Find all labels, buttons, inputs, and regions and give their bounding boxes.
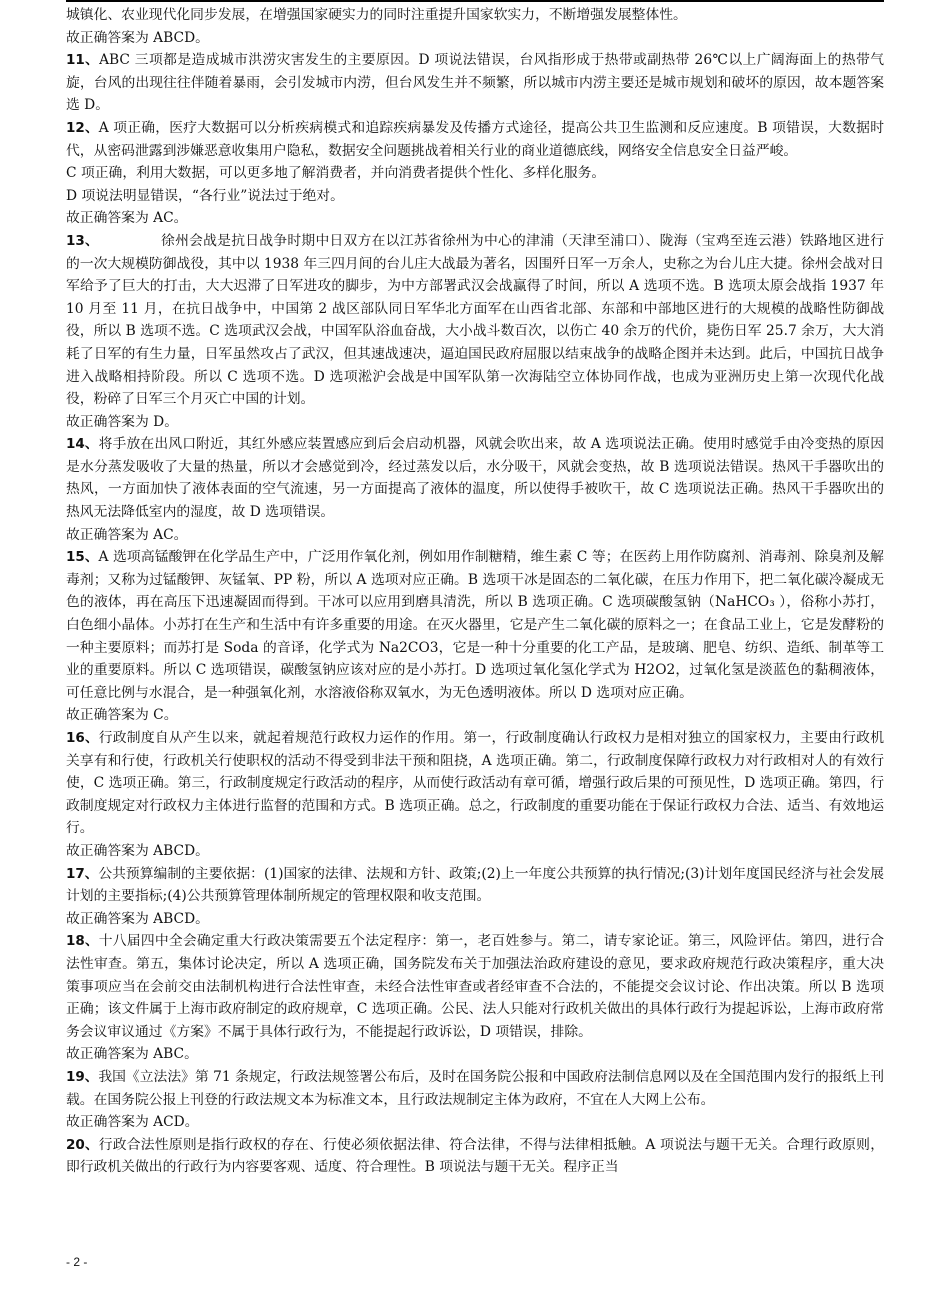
question-number: 11、 — [66, 52, 100, 69]
answer-line: 故正确答案为 AC。 — [66, 526, 188, 543]
explanation-text: 十八届四中全会确定重大行政决策需要五个法定程序：第一，老百姓参与。第二，请专家论证。第三，风险评估。第四，进行合法性审查。第五，集体讨论决定，所以 A 选项正确，国务院发布关于加强法治政府建设的意见，要求政府规范行政决策程序，重大决策事项应当在会前交由法制机构进行合法性审查，未经合法性审查或者经审查不合法的，不能提交会议讨论、作出决策。所以 B 选项正确；该文件属于上海市政府制定的政府规章，C 选项正确。公民、法人只能对行政机关做出的具体行政行为提起诉讼，上海市政府常务会议审议通过《方案》不属于具体行政行为，不能提起行政诉讼，D 项错误，排除。 — [66, 933, 884, 1040]
answer-line: 故正确答案为 AC。 — [66, 210, 188, 227]
document-body — [66, 0, 884, 1179]
question-number: 19、 — [66, 1068, 99, 1085]
body-paragraph: D 项说法明显错误，“各行业”说法过于绝对。 — [66, 187, 344, 204]
explanation-text: 我国《立法法》第 71 条规定，行政法规签署公布后，及时在国务院公报和中国政府法制信息网以及在全国范围内发行的报纸上刊载。在国务院公报上刊登的行政法规文本为标准文本，且行政法规制定主体为政府，不宜在人大网上公布。 — [66, 1068, 884, 1108]
question-explanation — [66, 863, 884, 908]
explanation-text: 公共预算编制的主要依据：(1)国家的法律、法规和方针、政策;(2)上一年度公共预算的执行情况;(3)计划年度国民经济与社会发展计划的主要指标;(4)公共预算管理体制所规定的管理权限和收支范围。 — [66, 865, 884, 905]
page-number: - 2 - — [66, 1255, 88, 1269]
answer-line: 故正确答案为 ABCD。 — [66, 842, 209, 859]
explanation-text: ABC 三项都是造成城市洪涝灾害发生的主要原因。D 项说法错误，台风指形成于热带或副热带 26℃以上广阔海面上的热带气旋，台风的出现往往伴随着暴雨，会引发城市内涝，但台风发生并不频繁，所以城市内涝主要还是城市规划和破坏的原因，故本题答案选 D。 — [66, 52, 884, 114]
answer-line: 故正确答案为 ABCD。 — [66, 29, 209, 46]
explanation-text: 徐州会战是抗日战争时期中日双方在以江苏省徐州为中心的津浦（天津至浦口）、陇海（宝鸡至连云港）铁路地区进行的一次大规模防御战役，其中以 1938 年三四月间的台儿庄大战最为著名，因围歼日军一万余人，史称之为台儿庄大捷。徐州会战对日军给予了巨大的打击，大大迟滞了日军进攻的脚步，为中方部署武汉会战赢得了时间，所以 A 选项不选。B 选项太原会战指 1937 年 10 月至 11 月，在抗日战争中，中国第 2 战区部队同日军华北方面军在山西省北部、东部和中部地区进行的大规模的战略性防御战役，所以 B 选项不选。C 选项武汉会战，中国军队浴血奋战，大小战斗数百次，以伤亡 40 余万的代价，毙伤日军 25.7 余万，大大消耗了日军的有生力量，日军虽然攻占了武汉，但其速战速决，逼迫国民政府屈服以结束战争的战略企图并未达到。此后，中国抗日战争进入战略相持阶段。所以 C 选项不选。D 选项淞沪会战是中国军队第一次海陆空立体协同作战，也成为亚洲历史上第一次现代化战役，粉碎了日军三个月灭亡中国的计划。 — [66, 232, 884, 408]
explanation-text: 将手放在出风口附近，其红外感应装置感应到后会启动机器，风就会吹出来，故 A 选项说法正确。使用时感觉手由冷变热的原因是水分蒸发吸收了大量的热量，所以才会感觉到冷，经过蒸发以后，水分吸干，风就会变热，故 B 选项说法错误。热风干手器吹出的热风，一方面加快了液体表面的空气流速，另一方面提高了液体的温度，所以使得手被吹干，故 C 选项说法正确。热风干手器吹出的热风无法降低室内的湿度，故 D 选项错误。 — [66, 436, 884, 521]
question-number: 16、 — [66, 730, 99, 746]
body-paragraph: C 项正确，利用大数据，可以更多地了解消费者，并向消费者提供个性化、多样化服务。 — [66, 165, 606, 182]
explanation-text: 行政制度自从产生以来，就起着规范行政权力运作的作用。第一，行政制度确认行政权力是相对独立的国家权力，主要由行政机关享有和行使，行政机关行使职权的活动不得受到非法干预和阻挠，A 选项正确。第二，行政制度保障行政权力对行政相对人的有效行使，C 选项正确。第三，行政制度规定行政活动的程序，从而使行政活动有章可循，增强行政后果的可预见性，D 选项正确。第四，行政制度规定对行政权力主体进行监督的范围和方式。B 选项正确。总之，行政制度的重要功能在于保证行政权力合法、适当、有效地运行。 — [66, 730, 884, 837]
question-explanation — [66, 433, 884, 523]
question-explanation — [66, 49, 884, 117]
question-number: 17、 — [66, 865, 99, 882]
question-number: 15、 — [66, 549, 99, 566]
question-explanation — [66, 1134, 884, 1179]
question-explanation — [66, 117, 884, 162]
question-explanation — [66, 546, 884, 704]
explanation-text: 行政合法性原则是指行政权的存在、行使必须依据法律、符合法律，不得与法律相抵触。A 项说法与题干无关。合理行政原则，即行政机关做出的行政行为内容要客观、适度、符合理性。B 项说法与题干无关。程序正当 — [66, 1136, 884, 1176]
answer-line: 故正确答案为 ABCD。 — [66, 910, 209, 927]
explanation-text: A 项正确，医疗大数据可以分析疾病模式和追踪疾病暴发及传播方式途径，提高公共卫生监测和反应速度。B 项错误，大数据时代，从密码泄露到涉嫌恶意收集用户隐私，数据安全问题挑战着相关行业的商业道德底线，网络安全信息安全日益严峻。 — [66, 119, 884, 159]
question-number: 18、 — [66, 933, 99, 950]
answer-line: 故正确答案为 ACD。 — [66, 1114, 199, 1131]
question-number: 20、 — [66, 1136, 99, 1153]
question-number: 12、 — [66, 119, 99, 136]
question-number: 13、 — [66, 232, 99, 249]
question-explanation — [66, 930, 884, 1043]
answer-line: 故正确答案为 D。 — [66, 413, 179, 430]
question-number: 14、 — [66, 436, 99, 453]
question-explanation — [66, 1066, 884, 1111]
question-explanation — [66, 727, 884, 840]
document-page — [66, 0, 884, 1179]
explanation-text: A 选项高锰酸钾在化学品生产中，广泛用作氧化剂，例如用作制糖精，维生素 C 等；在医药上用作防腐剂、消毒剂、除臭剂及解毒剂；又称为过锰酸钾、灰锰氧、PP 粉，所以 A 选项对应正确。B 选项干冰是固态的二氧化碳，在压力作用下，把二氧化碳冷凝成无色的液体，再在高压下迅速凝固而得到。干冰可以应用到磨具清洗，所以 B 选项正确。C 选项碳酸氢钠（NaHCO₃ ），俗称小苏打，白色细小晶体。小苏打在生产和生活中有许多重要的用途。在灭火器里，它是产生二氧化碳的原料之一；在食品工业上，它是发酵粉的一种主要原料；而苏打是 Soda 的音译，化学式为 Na2CO3，它是一种十分重要的化工产品，是玻璃、肥皂、纺织、造纸、制革等工业的重要原料。所以 C 选项错误，碳酸氢钠应该对应的是小苏打。D 选项过氧化氢化学式为 H2O2，过氧化氢是淡蓝色的黏稠液体，可任意比例与水混合，是一种强氧化剂，水溶液俗称双氧水，为无色透明液体。所以 D 选项对应正确。 — [66, 549, 884, 701]
question-explanation — [66, 230, 884, 411]
body-paragraph: 城镇化、农业现代化同步发展，在增强国家硬实力的同时注重提升国家软实力，不断增强发展整体性。 — [66, 7, 687, 23]
answer-line: 故正确答案为 ABC。 — [66, 1046, 198, 1063]
answer-line: 故正确答案为 C。 — [66, 707, 178, 724]
